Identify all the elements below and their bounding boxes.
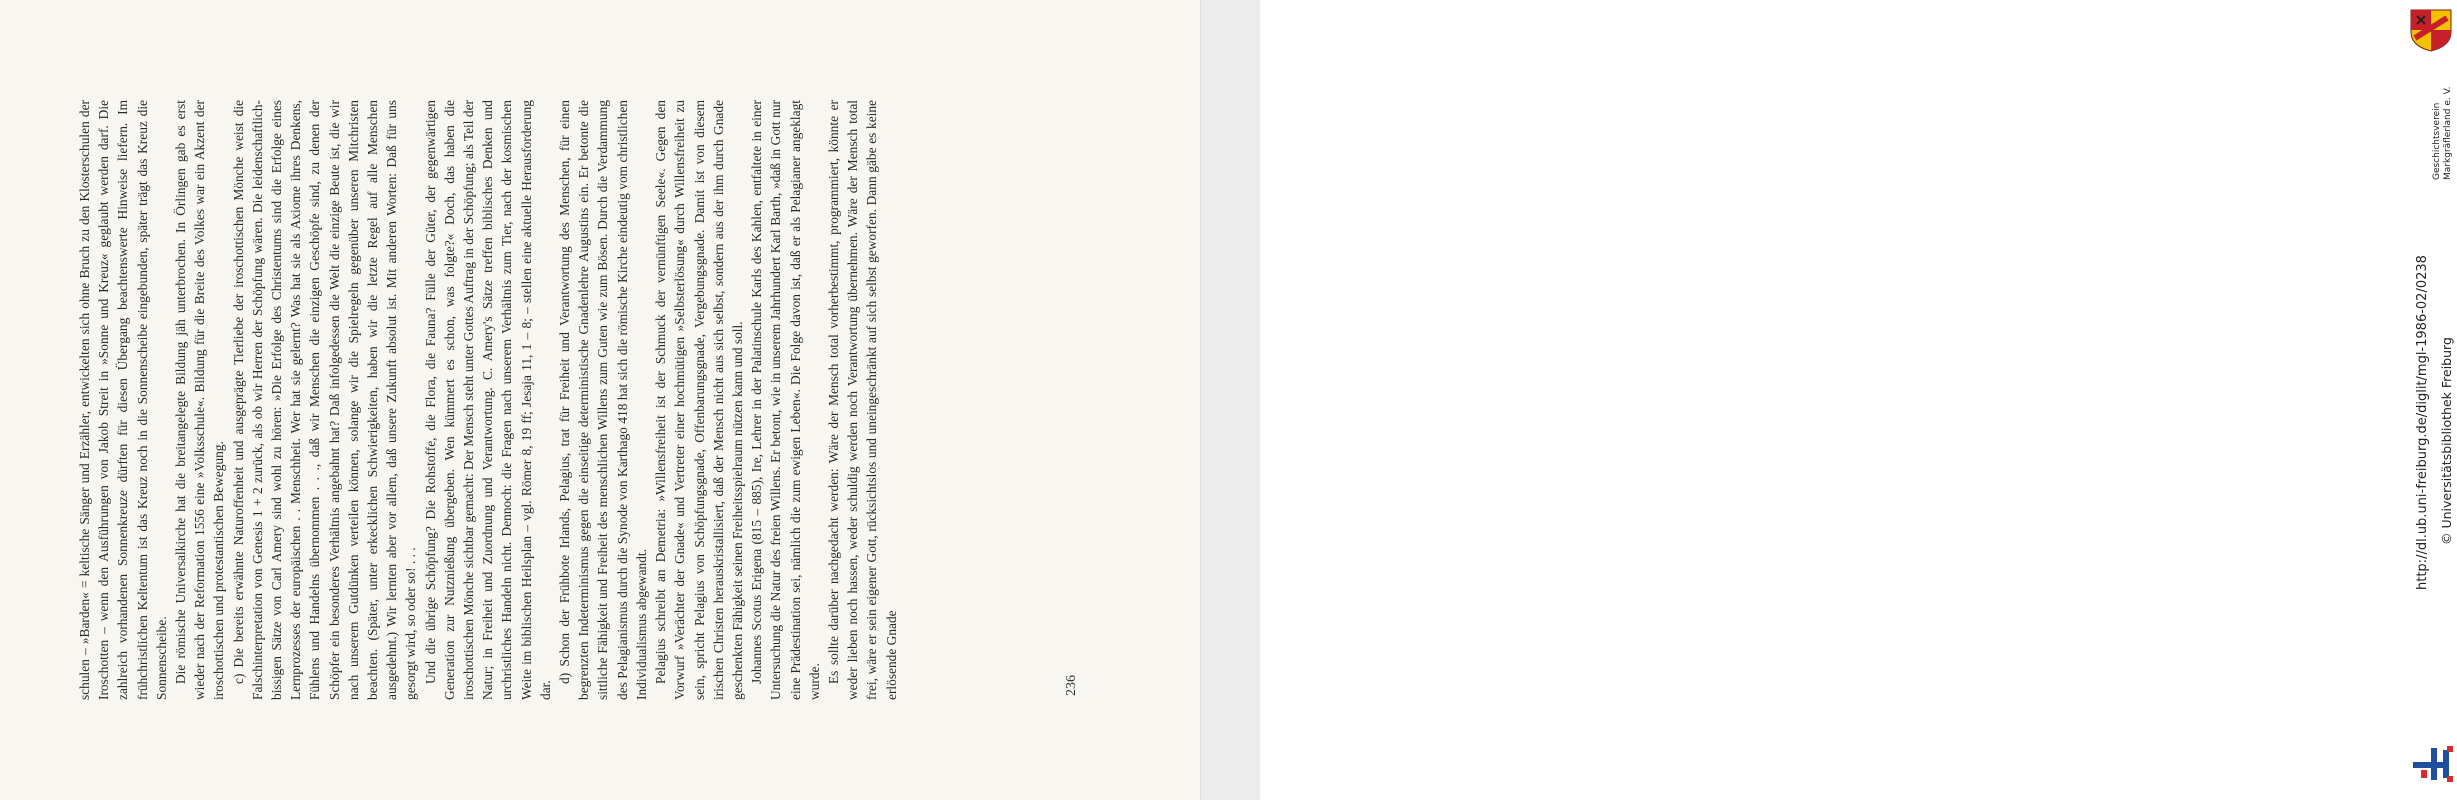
copyright-notice: © Universitätsbibliothek Freiburg — [2439, 337, 2454, 545]
paragraph: Die römische Universalkirche hat die breitangelegte Bildung jäh unterbrochen. In Örlingen gab es erst wieder nach der Reformation 1556 eine »Volksschule«. Bildung für die Breite des Volkes war ein Akzent der iroschottischen und protestantischen Bewegung. — [173, 100, 227, 700]
paragraph: Johannes Scotus Erigena (815 – 885), Ire, Lehrer in der Palatinschule Karls des Kahlen, entfaltete in einer Untersuchung die Natur des freien Willens. Er betont, wie in unserem Jahrhundert Karl Barth, »daß in Gott nur eine Prädestination sei, nämlich die zum ewigen Leben«. Die Folge davon ist, daß er als Pelagianer angeklagt wurde. — [749, 100, 822, 700]
society-name: Geschichtsverein — [2432, 102, 2442, 180]
paragraph: c) Die bereits erwähnte Naturoffenheit und ausgeprägte Tierliebe der iroschottischen Mönche weist die Falschinterpretation von Genesis 1 + 2 zurück, als ob wir Herren der Schöpfung wären. Die leidenschaftlich-bissigen Sätze von Carl Amery sind wohl zu hören: »Die Erfolge des Christentums sind die Erfolge eines Lernprozesses der europäischen . . Menschheit. Wer hat sie gelernt? Was hat sie als Axiome ihres Denkens, Fühlens und Handelns übernommen . . ., daß wir Menschen die einzigen Geschöpfe sind, zu denen der Schöpfer ein besonderes Verhältnis angebahnt hat? Daß infolgedessen die Welt die einzige Beute ist, die wir nach unserem Gutdünken verteilen können, solange wir die Spielregeln gegenüber unseren Mitchristen beachten. (Später, unter erkecklichen Schwierigkeiten, haben wir die letzte Regel auf alle Menschen ausgedehnt.) Wir lernten aber vor allem, daß unsere Zukunft absolut ist. Mit anderen Worten: Daß für uns gesorgt wird, so oder so! . . . — [230, 100, 419, 700]
paragraph: d) Schon der Frühbote Irlands, Pelagius, trat für Freiheit und Verantwortung des Menschen, für einen begrenzten Indeterminismus gegen die einseitige deterministische Gnadenlehre Augustins ein. Er betonte die sittliche Fähigkeit und Freiheit des menschlichen Willens zum Guten wie zum Bösen. Durch die Verdammung des Pelagianismus durch die Synode von Karthago 418 hat sich die römische Kirche eindeutig vom christlichen Individualismus abgewandt. — [557, 100, 649, 700]
society-subtitle: Markgräflerland e. V. — [2443, 86, 2453, 180]
paragraph: Es sollte darüber nachgedacht werden: Wäre der Mensch total vorherbestimmt, programmiert, könnte er weder lieben noch hassen, weder schuldig werden noch Verantwortung übernehmen. Wäre der Mensch total frei, wäre er sein eigener Gott, rücksichtslos und uneingeschränkt auf sich selbst geworfen. Dann gäbe es keine erlösende Gnade — [825, 100, 899, 700]
paragraph: schulen – »Barden« = keltische Sänger und Erzähler, entwickelten sich ohne Bruch zu den Klosterschulen der Iroschotten – wenn den Ausführungen von Jakob Streit in »Sonne und Kreuz« geglaubt werden darf. Die zahlreich vorhandenen Sonnenkreuze dürften für diesen Übergang beachtenswerte Hinweise liefern. Im frühchristlichen Keltentum ist das Kreuz noch in die Sonnenscheibe eingebunden, später trägt das Kreuz die Sonnenscheibe. — [77, 100, 169, 700]
scanned-page — [0, 0, 1200, 800]
ub-freiburg-logo-icon — [2411, 744, 2457, 784]
paragraph: Pelagius schreibt an Demetria: »Willensfreiheit ist der Schmuck der vernünftigen Seele«. Gegen den Vorwurf »Verächter der Gnade« und Vertreter einer hochmütigen »Selbsterlösung« durch Willensfreiheit zu sein, spricht Pelagius von Schöpfungsgnade, Offenbarungsgnade, Vergebungsgnade. Damit ist von diesem irischen Christen herauskristallisiert, daß der Mensch nicht aus sich selbst, sondern aus der ihm durch Gnade geschenkten Fähigkeit seinen Freiheitsspielraum nützen kann und soll. — [653, 100, 745, 700]
coat-of-arms-icon — [2407, 8, 2455, 52]
page-number: 236 — [1064, 675, 1079, 696]
paragraph: Und die übrige Schöpfung? Die Rohstoffe, die Flora, die Fauna? Fülle der Güter, der gegenwärtigen Generation zur Nutznießung übergeben. Wen kümmert es schon, was folgte?« Doch, das haben die iroschottischen Mönche sichtbar gemacht: Der Mensch steht unter Gottes Auftrag in der Schöpfung; als Teil der Natur; in Freiheit und Zuordnung und Verantwortung. C. Amery's Sätze treffen biblisches Denken und urchristliches Handeln nicht. Dennoch: die Fragen nach unserem Verhältnis zum Tier, nach der kosmischen Weite im biblischen Heilsplan – vgl. Römer 8, 19 ff; Jesaja 11, 1 – 8; – stellen eine aktuelle Herausforderung dar. — [422, 100, 553, 700]
page-text-block — [75, 100, 1045, 700]
right-sidebar — [1200, 0, 2454, 800]
permalink-url[interactable]: http://dl.ub.uni-freiburg.de/diglit/mgl-1986-02/0238 — [2415, 255, 2430, 590]
